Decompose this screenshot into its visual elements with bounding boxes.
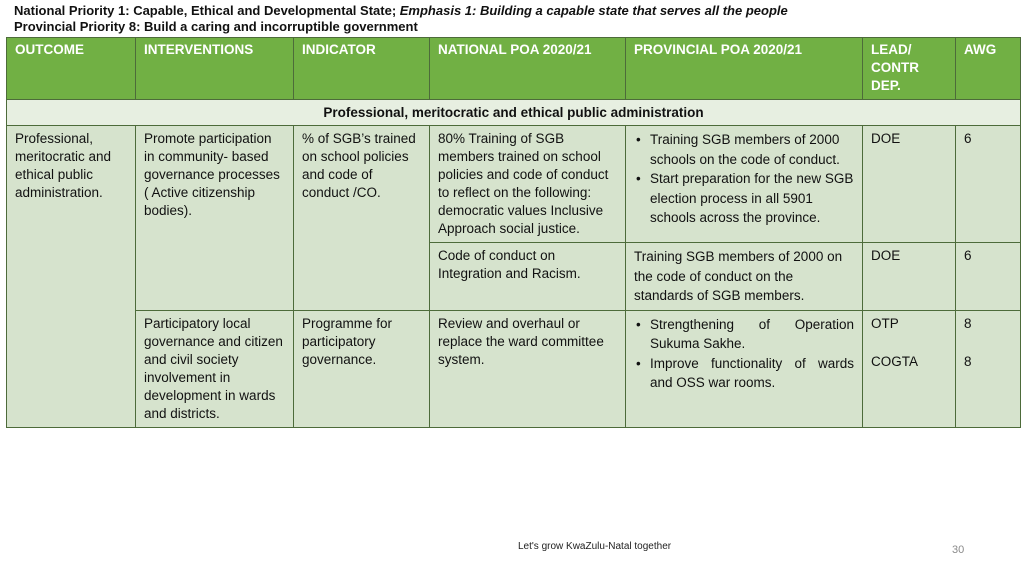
lead-otp: OTP: [871, 315, 899, 331]
page-number: 30: [952, 544, 965, 556]
table-header-row: [7, 38, 1021, 100]
indicator-cell: Programme for participatory governance.: [294, 310, 430, 427]
awg-cell: 6: [956, 243, 1021, 311]
outcome-cell: Professional, meritocratic and ethical public administration.: [7, 126, 136, 428]
lead-cell: DOE: [863, 126, 956, 243]
awg-cell: [956, 310, 1021, 427]
table-row: [7, 310, 1021, 427]
awg-value: 8: [964, 315, 972, 331]
national-poa-cell: 80% Training of SGB members trained on school policies and code of conduct to reflect on the following: democratic values Inclusive Approach social justice.: [430, 126, 626, 243]
provincial-priority-line: Provincial Priority 8: Build a caring and incorruptible government: [14, 19, 418, 34]
intervention-cell: Participatory local governance and citizen and civil society involvement in development in wards and districts.: [136, 310, 294, 427]
col-provincial-poa: PROVINCIAL POA 2020/21: [626, 38, 863, 100]
col-outcome: OUTCOME: [7, 38, 136, 100]
list-item: • Strengthening of Operation Sukuma Sakhe.: [650, 315, 854, 354]
section-row: [7, 100, 1021, 126]
lead-cogta: COGTA: [871, 353, 918, 369]
indicator-cell: % of SGB’s trained on school policies and code of conduct /CO.: [294, 126, 430, 311]
national-priority-line: [14, 3, 788, 19]
national-priority-text: National Priority 1: Capable, Ethical and Developmental State;: [14, 3, 400, 18]
provincial-poa-cell: [626, 126, 863, 243]
slide-heading: [14, 3, 788, 35]
intervention-cell: Promote participation in community- based governance processes ( Active citizenship bodies).: [136, 126, 294, 311]
col-lead-dep: LEAD/ CONTR DEP.: [863, 38, 956, 100]
lead-cell: [863, 310, 956, 427]
national-poa-cell: Review and overhaul or replace the ward committee system.: [430, 310, 626, 427]
awg-cell: 6: [956, 126, 1021, 243]
awg-value: 8: [964, 353, 972, 369]
emphasis-text: Emphasis 1: Building a capable state that serves all the people: [399, 3, 788, 18]
footer-tagline: Let's grow KwaZulu-Natal together: [518, 541, 672, 552]
col-national-poa: NATIONAL POA 2020/21: [430, 38, 626, 100]
col-interventions: INTERVENTIONS: [136, 38, 294, 100]
section-title: Professional, meritocratic and ethical public administration: [7, 100, 1021, 126]
list-item: • Training SGB members of 2000 schools on the code of conduct.: [650, 130, 854, 169]
national-poa-cell: Code of conduct on Integration and Racism.: [430, 243, 626, 311]
list-item: • Improve functionality of wards and OSS war rooms.: [650, 354, 854, 393]
provincial-poa-cell: [626, 310, 863, 427]
list-item: • Start preparation for the new SGB election process in all 5901 schools across the province.: [650, 169, 854, 228]
lead-cell: DOE: [863, 243, 956, 311]
table-row: [7, 126, 1021, 243]
priority-table: [6, 37, 1021, 428]
col-awg: AWG: [956, 38, 1021, 100]
provincial-poa-cell: Training SGB members of 2000 on the code of conduct on the standards of SGB members.: [626, 243, 863, 311]
col-indicator: INDICATOR: [294, 38, 430, 100]
